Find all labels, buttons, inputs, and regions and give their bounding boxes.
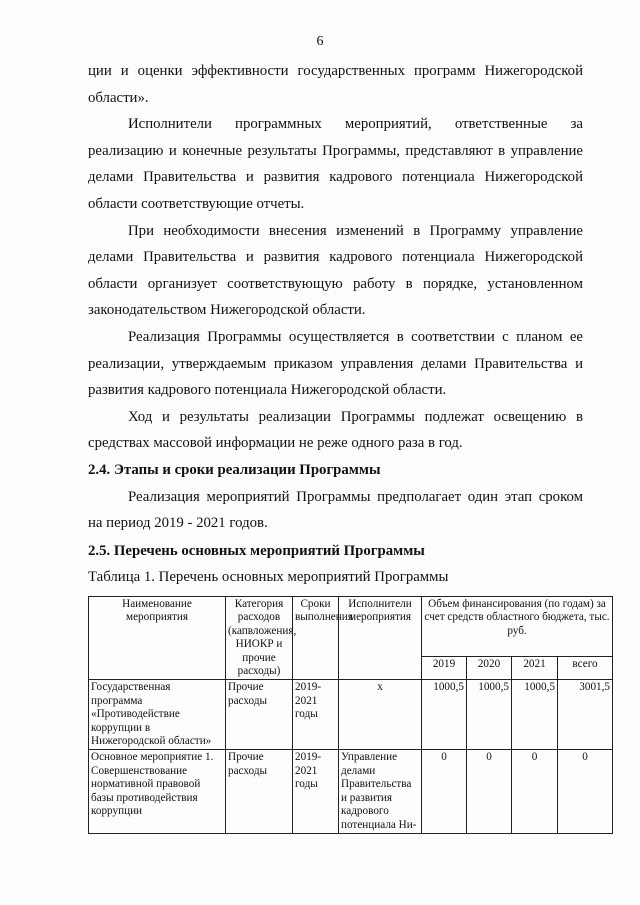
cell-category: Прочие расходы: [226, 680, 293, 750]
cell-total: 0: [558, 750, 613, 833]
paragraph-implementation: Реализация Программы осуществляется в соответствии с планом ее реализации, утверждаемым приказом управления делами Правительства и развития кадрового потенциала Нижегородской области.: [88, 328, 583, 399]
cell-terms: 2019-2021 годы: [293, 680, 339, 750]
table-header-row: [89, 597, 613, 657]
paragraph-changes: При необходимости внесения изменений в Программу управление делами Правительства и развития кадрового потенциала Нижегородской области организует соответствующую работу в порядке, установленном законодательством Нижегородской области.: [88, 222, 583, 319]
cell-2021: 1000,5: [512, 680, 558, 750]
header-name: Наименование мероприятия: [89, 597, 226, 680]
cell-terms: 2019-2021 годы: [293, 750, 339, 833]
table-row: [89, 680, 613, 750]
header-2019: 2019: [422, 657, 467, 680]
cell-2021: 0: [512, 750, 558, 833]
cell-name: Основное мероприятие 1. Совершенствование нормативной правовой базы противодействия коррупции: [89, 750, 226, 833]
header-funding: Объем финансирования (по годам) за счет средств областного бюджета, тыс. руб.: [422, 597, 613, 657]
header-2020: 2020: [467, 657, 512, 680]
cell-executors: Управление делами Правительства и развития кадрового потенциала Ни-: [339, 750, 422, 833]
cell-2020: 0: [467, 750, 512, 833]
cell-2019: 0: [422, 750, 467, 833]
section-heading-activities: 2.5. Перечень основных мероприятий Программы: [88, 542, 425, 559]
cell-2019: 1000,5: [422, 680, 467, 750]
paragraph-media: Ход и результаты реализации Программы подлежат освещению в средствах массовой информации не реже одного раза в год.: [88, 408, 583, 452]
activities-table: [88, 596, 613, 834]
header-category: Категория расходов (капвложения, НИОКР и прочие расходы): [226, 597, 293, 680]
table-caption: Таблица 1. Перечень основных мероприятий Программы: [88, 569, 449, 586]
cell-executors: х: [339, 680, 422, 750]
paragraph-continuation: ции и оценки эффективности государственных программ Нижегородской области».: [88, 63, 583, 106]
header-2021: 2021: [512, 657, 558, 680]
cell-name: Государственная программа «Противодействие коррупции в Нижегородской области»: [89, 680, 226, 750]
cell-total: 3001,5: [558, 680, 613, 750]
header-terms: Сроки выполнения: [293, 597, 339, 680]
cell-2020: 1000,5: [467, 680, 512, 750]
table-row: [89, 750, 613, 833]
document-body: [88, 58, 583, 591]
section-heading-stages: 2.4. Этапы и сроки реализации Программы: [88, 461, 381, 478]
page-number: 6: [316, 34, 324, 49]
paragraph-stages: Реализация мероприятий Программы предполагает один этап сроком на период 2019 - 2021 годов.: [88, 488, 583, 532]
header-executors: Исполнители мероприятия: [339, 597, 422, 680]
paragraph-executors: Исполнители программных мероприятий, ответственные за реализацию и конечные результаты Программы, представляют в управление делами Правительства и развития кадрового потенциала Нижегородской области соответствующие отчеты.: [88, 116, 583, 212]
cell-category: Прочие расходы: [226, 750, 293, 833]
header-total: всего: [558, 657, 613, 680]
